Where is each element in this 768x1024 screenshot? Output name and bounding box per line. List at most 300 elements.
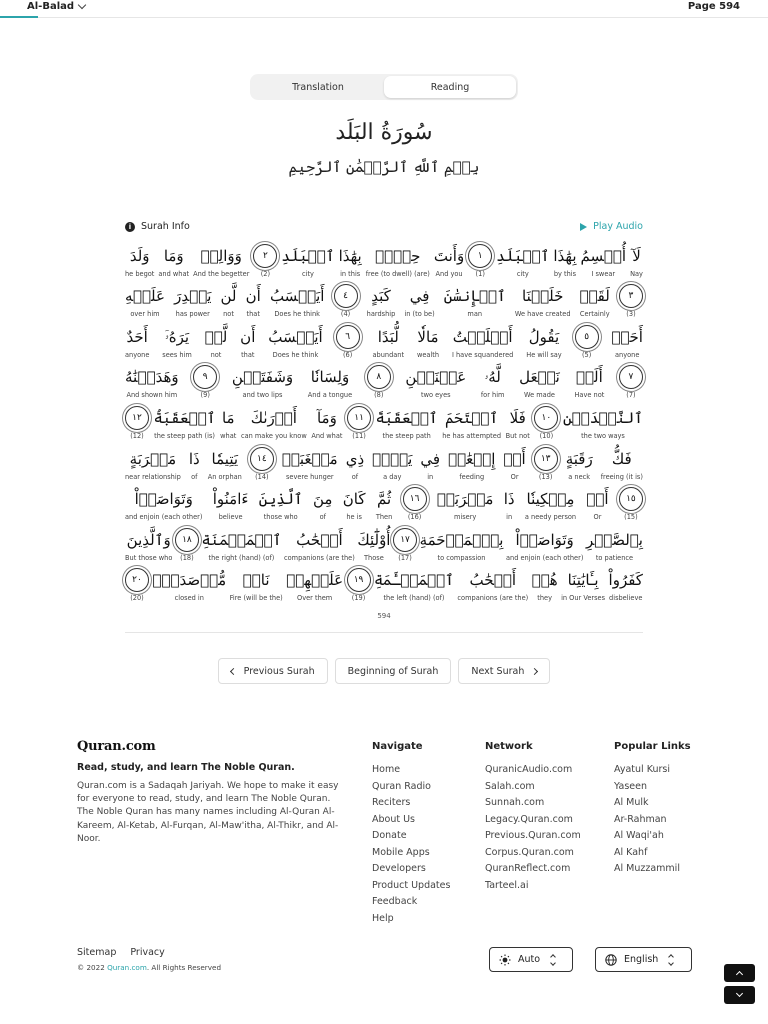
chevron-left-icon <box>230 667 237 674</box>
word-translation: (5) <box>581 350 592 359</box>
footer-tagline: Read, study, and learn The Noble Quran. <box>77 762 295 773</box>
next-surah-button[interactable] <box>458 658 550 684</box>
word-translation: But not <box>505 431 530 440</box>
scroll-up-button[interactable] <box>724 964 755 982</box>
ayah-end-marker[interactable] <box>575 325 599 360</box>
word-translation: a day <box>383 472 402 481</box>
updown-chevron-icon <box>551 955 555 965</box>
word-translation: to patience <box>595 553 634 562</box>
navigate-link[interactable]: Quran Radio <box>372 780 431 792</box>
quran-word[interactable] <box>193 244 249 279</box>
quran-word[interactable] <box>240 325 255 360</box>
quran-word[interactable] <box>376 487 392 522</box>
quran-word[interactable] <box>525 487 576 522</box>
chevron-down-icon <box>78 1 86 9</box>
word-translation: (15) <box>624 513 638 522</box>
navigate-link[interactable]: Product Updates <box>372 879 451 891</box>
arabic-word: أَحَدٞ <box>611 327 643 346</box>
quran-word[interactable] <box>417 325 439 360</box>
page-divider <box>125 632 643 633</box>
word-translation: of <box>191 472 198 481</box>
quran-word[interactable] <box>268 325 322 360</box>
word-translation: (3) <box>626 310 636 319</box>
language-value: English <box>624 954 659 965</box>
quran-word[interactable] <box>457 568 528 603</box>
quran-word[interactable] <box>437 487 494 522</box>
quran-word[interactable] <box>125 528 172 563</box>
quran-word[interactable] <box>506 528 583 563</box>
theme-value: Auto <box>518 954 541 965</box>
word-translation: An orphan <box>207 472 242 481</box>
word-translation: We made <box>523 391 555 400</box>
quran-word[interactable] <box>205 325 228 360</box>
arabic-word: أُقۡسِمُ <box>580 246 627 265</box>
arabic-word: يَقۡدِرَ <box>174 287 212 306</box>
beginning-of-surah-label: Beginning of Surah <box>347 665 439 677</box>
word-translation: not <box>210 350 222 359</box>
ayah-number-icon: ٢٠ <box>125 568 149 592</box>
quran-word[interactable] <box>232 365 293 400</box>
quran-word[interactable] <box>442 406 501 441</box>
quran-word[interactable] <box>246 284 261 319</box>
word-translation: (7) <box>626 391 636 400</box>
quran-word[interactable] <box>444 284 506 319</box>
popular-link[interactable]: Ayatul Kursi <box>614 764 670 775</box>
arabic-word: ٱلۡبَلَدِ <box>281 246 335 265</box>
quran-word[interactable] <box>452 325 513 360</box>
popular-link[interactable]: Ar-Rahman <box>614 813 667 825</box>
quran-word[interactable] <box>515 284 571 319</box>
popular-link[interactable]: Al Kahf <box>614 846 648 858</box>
ayah-end-marker[interactable] <box>619 284 643 319</box>
word-translation: companions (are the) <box>457 594 529 603</box>
quran-word[interactable] <box>586 528 643 563</box>
quran-word[interactable] <box>376 406 438 441</box>
ayah-number-icon: ٦ <box>336 325 360 349</box>
chevron-up-icon <box>736 971 743 978</box>
arabic-word: أَحَدٌ <box>126 327 148 346</box>
quran-word[interactable] <box>125 365 179 400</box>
word-translation: (18) <box>180 553 194 562</box>
word-translation: and what <box>158 269 190 278</box>
word-translation: I swear <box>591 269 616 278</box>
arabic-word: ٱلنَّجۡدَيۡنِ <box>562 408 643 427</box>
quran-word[interactable] <box>374 568 454 603</box>
word-translation: in <box>506 513 513 522</box>
quran-word[interactable] <box>270 284 324 319</box>
word-translation: (16) <box>407 513 422 522</box>
quran-word[interactable] <box>154 406 216 441</box>
word-translation: he has attempted <box>442 431 502 440</box>
sun-icon <box>499 954 511 966</box>
arabic-word: ذَا <box>188 449 200 468</box>
arabic-word: مِسۡكِينٗا <box>526 490 575 509</box>
network-link[interactable]: Sunnah.com <box>485 797 545 808</box>
network-link[interactable]: Tarteel.ai <box>485 879 529 891</box>
ayah-end-marker[interactable] <box>125 406 149 441</box>
word-translation: anyone <box>615 350 640 359</box>
popular-links-heading: Popular Links <box>614 741 691 752</box>
privacy-link[interactable]: Privacy <box>130 947 165 958</box>
network-link[interactable]: Salah.com <box>485 780 535 792</box>
quran-word[interactable] <box>504 447 526 482</box>
chevron-down-icon <box>736 990 743 997</box>
ayah-end-marker[interactable] <box>250 447 274 482</box>
language-selector[interactable] <box>595 947 692 972</box>
ayah-end-marker[interactable] <box>334 284 358 319</box>
mushaf-line <box>125 484 643 525</box>
ayah-end-marker[interactable] <box>393 528 417 563</box>
arabic-word: رَقَبَةٍ <box>565 449 593 468</box>
previous-surah-label: Previous Surah <box>243 665 315 677</box>
word-translation: what <box>220 431 237 440</box>
page-number: 594 <box>377 612 391 620</box>
play-audio-button[interactable] <box>580 221 643 232</box>
arabic-word: وَتَوَاصَوۡاْ <box>515 530 574 549</box>
ayah-end-marker[interactable] <box>193 365 217 400</box>
quran-word[interactable] <box>282 447 338 482</box>
quran-word[interactable] <box>609 568 643 603</box>
quran-word[interactable] <box>504 487 515 522</box>
scroll-down-button[interactable] <box>724 986 755 1004</box>
quran-word[interactable] <box>230 568 283 603</box>
popular-link[interactable]: Al Waqi'ah <box>614 830 664 841</box>
ayah-number-icon: ٤ <box>334 284 358 308</box>
word-translation: anyone <box>125 350 150 359</box>
arabic-word: يَوۡمٖ <box>372 449 413 468</box>
word-translation: the right (hand) (of) <box>208 553 275 562</box>
arabic-word: يَتِيمٗا <box>211 449 239 468</box>
copyright-brand-link[interactable]: Quran.com <box>107 963 147 972</box>
footer-popular-column <box>614 741 691 878</box>
word-translation: (13) <box>538 472 553 481</box>
quran-word[interactable] <box>367 284 396 319</box>
network-link[interactable]: QuranicAudio.com <box>485 764 573 775</box>
quran-word[interactable] <box>506 406 530 441</box>
theme-selector[interactable] <box>489 947 573 972</box>
reading-progress-bar <box>0 16 38 18</box>
arabic-word: بِٱلصَّبۡرِ <box>585 530 643 549</box>
mushaf-line <box>125 362 643 403</box>
arabic-word: أَهۡلَكۡتُ <box>452 327 513 346</box>
info-icon: i <box>125 222 135 232</box>
arabic-word: ذَا <box>503 490 515 509</box>
quran-word[interactable] <box>174 284 211 319</box>
quran-word[interactable] <box>213 487 249 522</box>
ayah-end-marker[interactable] <box>125 568 149 603</box>
word-translation: He will say <box>526 350 562 359</box>
arabic-word: بِـَٔايَٰتِنَا <box>567 571 599 590</box>
arabic-word: فَكُّ <box>611 449 632 468</box>
quran-word[interactable] <box>630 244 643 279</box>
quran-word[interactable] <box>357 528 390 563</box>
navigate-link[interactable]: Donate <box>372 830 407 841</box>
quran-word[interactable] <box>612 325 643 360</box>
surah-title-calligraphy: سُورَةُ البَلَد <box>335 120 433 145</box>
quran-word[interactable] <box>481 365 505 400</box>
footer-network-column <box>485 741 581 894</box>
basmala: بِسۡمِ ٱللَّهِ ٱلرَّحۡمَٰنِ ٱلرَّحِيمِ <box>288 158 480 176</box>
beginning-of-surah-button[interactable] <box>335 658 452 684</box>
chevron-right-icon <box>531 667 538 674</box>
word-translation: And what <box>311 431 343 440</box>
arabic-word: حِلُّۢ <box>375 246 421 265</box>
ayah-number-icon: ١٠ <box>534 406 558 430</box>
popular-link[interactable]: Al Muzzammil <box>614 863 680 874</box>
arabic-word: لَقَدۡ <box>579 287 610 306</box>
quran-word[interactable] <box>162 325 192 360</box>
word-translation: severe hunger <box>285 472 334 481</box>
footer-bottom-links <box>77 947 165 958</box>
ayah-end-marker[interactable] <box>347 568 371 603</box>
arabic-word: يَرَهُۥٓ <box>165 327 190 346</box>
arabic-word: وَلِسَانٗا <box>310 368 350 387</box>
arabic-word: فِي <box>409 287 430 306</box>
arabic-word: عَلَيۡهِ <box>125 287 165 306</box>
arabic-word: خَلَقۡنَا <box>522 287 564 306</box>
footer-description: Quran.com is a Sadaqah Jariyah. We hope to make it easy for everyone to read, study, and learn The Noble Quran. The Noble Quran has many names including Al-Quran Al-Kareem, Al-Ketab, Al-Furqan, Al-Maw'itha, Al-Thikr, and Al-Noor. <box>77 781 339 844</box>
quran-word[interactable] <box>208 447 242 482</box>
arabic-word: وَشَفَتَيۡنِ <box>231 368 294 387</box>
word-translation: Does he think <box>274 310 320 319</box>
ayah-end-marker[interactable] <box>619 365 643 400</box>
network-link[interactable]: Corpus.Quran.com <box>485 846 574 858</box>
quran-word[interactable] <box>281 244 334 279</box>
word-translation: We have created <box>514 310 571 319</box>
word-translation: And the begetter <box>193 269 250 278</box>
word-translation: city <box>302 269 314 278</box>
mushaf-line <box>125 240 643 281</box>
arabic-word: أَيَحۡسَبُ <box>269 287 325 306</box>
quran-word[interactable] <box>308 365 352 400</box>
word-translation: companions (are the) <box>283 553 355 562</box>
quran-word[interactable] <box>373 325 405 360</box>
mushaf-line <box>125 443 643 484</box>
copyright-suffix: . All Rights Reserved <box>146 963 222 972</box>
navigate-heading: Navigate <box>372 741 423 752</box>
arabic-word: مَتۡرَبَةٖ <box>436 490 494 509</box>
next-surah-label: Next Surah <box>471 665 525 677</box>
arabic-word: أَوۡ <box>586 490 609 509</box>
quran-word[interactable] <box>125 325 149 360</box>
ayah-end-marker[interactable] <box>336 325 360 360</box>
word-translation: wealth <box>416 350 440 359</box>
quran-word[interactable] <box>526 325 561 360</box>
word-translation: in Our Verses <box>561 594 606 603</box>
word-translation: the steep path (is) <box>154 431 215 440</box>
word-translation: (19) <box>351 594 366 603</box>
word-translation: feeding <box>459 472 485 481</box>
navigate-link[interactable]: Home <box>372 764 401 775</box>
navigate-link[interactable]: Feedback <box>372 896 418 907</box>
word-translation: that <box>241 350 255 359</box>
quran-word[interactable] <box>563 406 643 441</box>
quran-word[interactable] <box>561 568 605 603</box>
ayah-end-marker[interactable] <box>619 487 643 522</box>
arabic-word: أَيَحۡسَبُ <box>268 327 323 346</box>
word-translation: (8) <box>374 391 384 400</box>
arabic-word: أُوْلَٰٓئِكَ <box>357 530 391 549</box>
quran-word[interactable] <box>158 244 189 279</box>
quran-word[interactable] <box>125 487 202 522</box>
quran-word[interactable] <box>580 284 610 319</box>
quran-word[interactable] <box>404 284 434 319</box>
arabic-word: كَبَدٍ <box>371 287 391 306</box>
word-translation: (2) <box>260 269 271 278</box>
arabic-word: ٱقۡتَحَمَ <box>445 408 499 427</box>
word-translation: in this <box>340 269 361 278</box>
word-translation: those who <box>263 513 298 522</box>
network-link[interactable]: Previous.Quran.com <box>485 830 581 841</box>
quran-word[interactable] <box>519 365 560 400</box>
quran-word[interactable] <box>496 244 549 279</box>
quran-word[interactable] <box>405 365 466 400</box>
quran-word[interactable] <box>566 447 593 482</box>
ayah-number-icon: ٥ <box>575 325 599 349</box>
word-translation: misery <box>453 513 477 522</box>
footer-logo[interactable]: Quran.com <box>77 739 156 754</box>
popular-link[interactable]: Al Mulk <box>614 797 649 808</box>
arabic-word: أَن <box>245 287 261 306</box>
updown-chevron-icon <box>669 955 673 965</box>
quran-word[interactable] <box>553 244 576 279</box>
surah-name: Al-Balad <box>27 1 75 12</box>
quran-word[interactable] <box>366 244 430 279</box>
previous-surah-button[interactable] <box>218 658 328 684</box>
word-translation: he begot <box>125 269 155 278</box>
ayah-number-icon: ١ <box>468 244 492 268</box>
arabic-word: فِي <box>420 449 441 468</box>
ayah-end-marker[interactable] <box>253 244 277 279</box>
tab-translation[interactable]: Translation <box>292 81 344 93</box>
quran-word[interactable] <box>221 284 237 319</box>
ayah-end-marker[interactable] <box>403 487 427 522</box>
quran-word[interactable] <box>448 447 495 482</box>
navigate-link[interactable]: Mobile Apps <box>372 846 430 858</box>
ayah-end-marker[interactable] <box>534 447 558 482</box>
arabic-word: ءَامَنُواْ <box>212 490 249 509</box>
quran-word[interactable] <box>125 447 181 482</box>
arabic-word: لَّهُۥ <box>484 368 501 387</box>
quran-word[interactable] <box>125 284 165 319</box>
copyright-year: © 2022 <box>77 963 105 972</box>
ayah-end-marker[interactable] <box>534 406 558 441</box>
arabic-word: كَانَ <box>342 490 366 509</box>
ayah-end-marker[interactable] <box>367 365 391 400</box>
globe-icon <box>605 954 617 966</box>
arabic-word: أَدۡرَىٰكَ <box>250 408 297 427</box>
tab-reading[interactable]: Reading <box>384 76 516 98</box>
quran-word[interactable] <box>372 447 412 482</box>
word-translation: Those <box>364 553 384 562</box>
word-translation: (12) <box>130 431 144 440</box>
quran-word[interactable] <box>284 528 355 563</box>
word-translation: Or <box>593 513 602 522</box>
word-translation: to compassion <box>437 553 486 562</box>
word-translation: city <box>516 269 529 278</box>
quran-word[interactable] <box>220 406 236 441</box>
sitemap-link[interactable]: Sitemap <box>77 947 117 958</box>
quran-word[interactable] <box>434 244 464 279</box>
quran-word[interactable] <box>346 447 364 482</box>
quran-word[interactable] <box>601 447 643 482</box>
play-icon <box>580 223 587 231</box>
navigate-link[interactable]: Reciters <box>372 797 411 808</box>
ayah-end-marker[interactable] <box>347 406 371 441</box>
quran-word[interactable] <box>586 487 608 522</box>
word-translation: a needy person <box>524 513 577 522</box>
quran-word[interactable] <box>259 487 303 522</box>
popular-link[interactable]: Yaseen <box>614 780 647 792</box>
word-translation: But those who <box>125 553 173 562</box>
word-translation: (4) <box>340 310 351 319</box>
ayah-number-icon: ٣ <box>619 284 643 308</box>
quran-word[interactable] <box>311 406 342 441</box>
arabic-word: لَآ <box>632 246 641 265</box>
word-translation: Fire (will be the) <box>229 594 283 603</box>
quran-word[interactable] <box>339 244 362 279</box>
quran-word[interactable] <box>241 406 307 441</box>
arabic-word: لُّبَدًا <box>377 327 399 346</box>
word-translation: Certainly <box>579 310 610 319</box>
quran-word[interactable] <box>343 487 366 522</box>
word-translation: that <box>246 310 260 319</box>
navigate-link[interactable]: About Us <box>372 813 416 825</box>
quran-word[interactable] <box>420 447 440 482</box>
arabic-word: ٱلَّذِينَ <box>258 490 303 509</box>
word-translation: not <box>223 310 234 319</box>
ayah-end-marker[interactable] <box>468 244 492 279</box>
arabic-word: نَارٞ <box>242 571 270 590</box>
word-translation: and two lips <box>242 391 283 400</box>
surah-navigation <box>0 658 768 684</box>
quran-word[interactable] <box>574 365 604 400</box>
quran-word[interactable] <box>581 244 627 279</box>
quran-word[interactable] <box>313 487 332 522</box>
arabic-word: وَأَنتَ <box>433 246 465 265</box>
quran-word[interactable] <box>125 244 154 279</box>
surah-info-button[interactable] <box>125 221 190 232</box>
navigate-link[interactable]: Help <box>372 912 394 924</box>
arabic-word: لَّمۡ <box>204 327 228 346</box>
quran-word[interactable] <box>532 568 558 603</box>
quran-word[interactable] <box>420 528 504 563</box>
arabic-word: ٱلۡعَقَبَةُ <box>153 408 216 427</box>
word-translation: (14) <box>255 472 269 481</box>
arabic-word: وَوَالِدٖ <box>200 246 242 265</box>
network-link[interactable]: Legacy.Quran.com <box>485 813 573 825</box>
word-translation: free (to dwell) (are) <box>365 269 430 278</box>
quran-word[interactable] <box>201 528 281 563</box>
surah-selector[interactable] <box>27 1 85 12</box>
arabic-word: مَسۡغَبَةٖ <box>281 449 338 468</box>
quran-word[interactable] <box>152 568 226 603</box>
word-translation: of <box>351 472 359 481</box>
ayah-end-marker[interactable] <box>175 528 199 563</box>
quran-word[interactable] <box>286 568 343 603</box>
arabic-word: مِنَ <box>313 490 333 509</box>
ayah-number-icon: ١٥ <box>619 487 643 511</box>
arabic-word: بِٱلۡمَرۡحَمَةِ <box>419 530 504 549</box>
navigate-link[interactable]: Developers <box>372 863 426 874</box>
word-translation: believe <box>218 513 243 522</box>
network-link[interactable]: QuranReflect.com <box>485 863 571 874</box>
mushaf-page <box>125 240 643 605</box>
word-translation: hardship <box>366 310 396 319</box>
quran-word[interactable] <box>189 447 200 482</box>
arabic-word: مَالٗا <box>417 327 439 346</box>
arabic-word: لَّن <box>220 287 237 306</box>
